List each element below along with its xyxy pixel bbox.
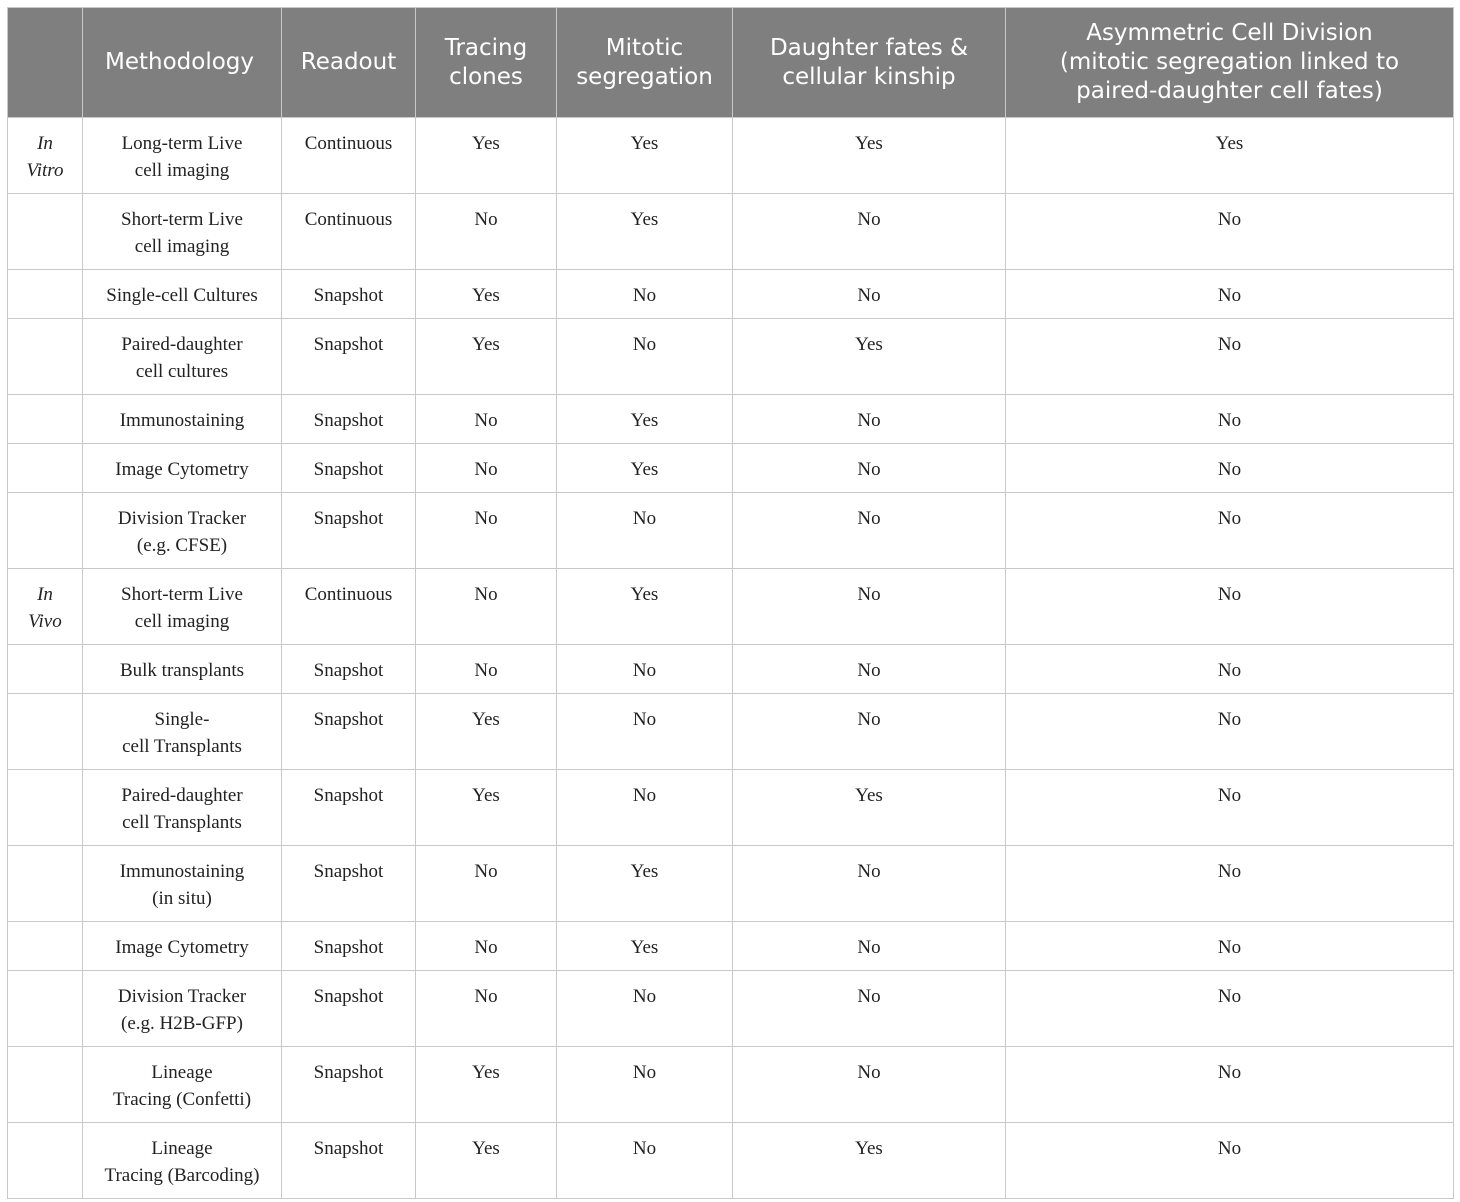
mitotic-segregation-cell: No (557, 270, 733, 319)
mitotic-segregation-cell: No (557, 770, 733, 846)
daughter-fates-cell: Yes (733, 118, 1006, 194)
environment-cell (8, 694, 83, 770)
methodology-cell: Single-cell Cultures (83, 270, 282, 319)
mitotic-segregation-cell: Yes (557, 846, 733, 922)
header-tracing-clones: Tracing clones (416, 8, 557, 118)
mitotic-segregation-cell: Yes (557, 922, 733, 971)
header-mitotic-segregation: Mitotic segregation (557, 8, 733, 118)
environment-cell (8, 1047, 83, 1123)
methodology-cell: Image Cytometry (83, 444, 282, 493)
daughter-fates-cell: No (733, 922, 1006, 971)
methodology-cell: Division Tracker (e.g. H2B-GFP) (83, 971, 282, 1047)
tracing-clones-cell: No (416, 444, 557, 493)
table-row (8, 846, 1454, 922)
tracing-clones-cell: No (416, 922, 557, 971)
header-readout: Readout (282, 8, 416, 118)
methodology-cell: Paired-daughter cell cultures (83, 319, 282, 395)
readout-cell: Continuous (282, 118, 416, 194)
mitotic-segregation-cell: No (557, 971, 733, 1047)
daughter-fates-cell: No (733, 694, 1006, 770)
daughter-fates-cell: No (733, 846, 1006, 922)
asymmetric-division-cell: No (1006, 319, 1454, 395)
mitotic-segregation-cell: Yes (557, 395, 733, 444)
table-row (8, 569, 1454, 645)
daughter-fates-cell: No (733, 395, 1006, 444)
methodology-comparison-table (7, 7, 1454, 1199)
asymmetric-division-cell: No (1006, 922, 1454, 971)
readout-cell: Snapshot (282, 846, 416, 922)
asymmetric-division-cell: No (1006, 1123, 1454, 1199)
table-row (8, 922, 1454, 971)
tracing-clones-cell: Yes (416, 319, 557, 395)
methodology-cell: Division Tracker (e.g. CFSE) (83, 493, 282, 569)
methodology-cell: Short-term Live cell imaging (83, 569, 282, 645)
mitotic-segregation-cell: Yes (557, 569, 733, 645)
readout-cell: Snapshot (282, 319, 416, 395)
environment-cell (8, 194, 83, 270)
mitotic-segregation-cell: No (557, 694, 733, 770)
tracing-clones-cell: Yes (416, 270, 557, 319)
environment-cell (8, 645, 83, 694)
methodology-cell: Lineage Tracing (Confetti) (83, 1047, 282, 1123)
environment-cell (8, 922, 83, 971)
environment-cell (8, 493, 83, 569)
tracing-clones-cell: No (416, 493, 557, 569)
asymmetric-division-cell: No (1006, 194, 1454, 270)
table-row (8, 444, 1454, 493)
tracing-clones-cell: Yes (416, 1123, 557, 1199)
readout-cell: Snapshot (282, 694, 416, 770)
table-row (8, 395, 1454, 444)
asymmetric-division-cell: No (1006, 270, 1454, 319)
readout-cell: Snapshot (282, 1047, 416, 1123)
asymmetric-division-cell: Yes (1006, 118, 1454, 194)
header-environment (8, 8, 83, 118)
methodology-cell: Single- cell Transplants (83, 694, 282, 770)
mitotic-segregation-cell: No (557, 645, 733, 694)
environment-cell (8, 395, 83, 444)
environment-cell (8, 846, 83, 922)
table-body (8, 118, 1454, 1199)
environment-cell: In Vivo (8, 569, 83, 645)
table-row (8, 1047, 1454, 1123)
daughter-fates-cell: No (733, 493, 1006, 569)
methodology-cell: Paired-daughter cell Transplants (83, 770, 282, 846)
daughter-fates-cell: No (733, 194, 1006, 270)
mitotic-segregation-cell: Yes (557, 118, 733, 194)
table-row (8, 118, 1454, 194)
table-row (8, 1123, 1454, 1199)
daughter-fates-cell: No (733, 645, 1006, 694)
methodology-cell: Lineage Tracing (Barcoding) (83, 1123, 282, 1199)
asymmetric-division-cell: No (1006, 1047, 1454, 1123)
mitotic-segregation-cell: No (557, 1123, 733, 1199)
daughter-fates-cell: Yes (733, 1123, 1006, 1199)
table-row (8, 645, 1454, 694)
environment-cell (8, 770, 83, 846)
table-row (8, 319, 1454, 395)
mitotic-segregation-cell: No (557, 319, 733, 395)
environment-cell: In Vitro (8, 118, 83, 194)
asymmetric-division-cell: No (1006, 694, 1454, 770)
mitotic-segregation-cell: Yes (557, 194, 733, 270)
mitotic-segregation-cell: No (557, 493, 733, 569)
daughter-fates-cell: No (733, 971, 1006, 1047)
header-daughter-fates: Daughter fates & cellular kinship (733, 8, 1006, 118)
daughter-fates-cell: No (733, 569, 1006, 645)
asymmetric-division-cell: No (1006, 645, 1454, 694)
tracing-clones-cell: No (416, 569, 557, 645)
daughter-fates-cell: No (733, 444, 1006, 493)
tracing-clones-cell: No (416, 645, 557, 694)
readout-cell: Continuous (282, 569, 416, 645)
readout-cell: Continuous (282, 194, 416, 270)
header-methodology: Methodology (83, 8, 282, 118)
methodology-cell: Image Cytometry (83, 922, 282, 971)
environment-cell (8, 971, 83, 1047)
table-row (8, 770, 1454, 846)
daughter-fates-cell: Yes (733, 770, 1006, 846)
table-row (8, 971, 1454, 1047)
table-row (8, 194, 1454, 270)
tracing-clones-cell: No (416, 194, 557, 270)
readout-cell: Snapshot (282, 270, 416, 319)
asymmetric-division-cell: No (1006, 770, 1454, 846)
readout-cell: Snapshot (282, 922, 416, 971)
methodology-cell: Bulk transplants (83, 645, 282, 694)
environment-cell (8, 270, 83, 319)
asymmetric-division-cell: No (1006, 971, 1454, 1047)
readout-cell: Snapshot (282, 645, 416, 694)
mitotic-segregation-cell: No (557, 1047, 733, 1123)
mitotic-segregation-cell: Yes (557, 444, 733, 493)
table-header-row (8, 8, 1454, 118)
tracing-clones-cell: No (416, 846, 557, 922)
methodology-cell: Long-term Live cell imaging (83, 118, 282, 194)
asymmetric-division-cell: No (1006, 444, 1454, 493)
tracing-clones-cell: Yes (416, 694, 557, 770)
readout-cell: Snapshot (282, 395, 416, 444)
asymmetric-division-cell: No (1006, 846, 1454, 922)
readout-cell: Snapshot (282, 493, 416, 569)
daughter-fates-cell: No (733, 270, 1006, 319)
readout-cell: Snapshot (282, 770, 416, 846)
methodology-cell: Short-term Live cell imaging (83, 194, 282, 270)
daughter-fates-cell: No (733, 1047, 1006, 1123)
table-row (8, 270, 1454, 319)
daughter-fates-cell: Yes (733, 319, 1006, 395)
asymmetric-division-cell: No (1006, 493, 1454, 569)
tracing-clones-cell: No (416, 395, 557, 444)
methodology-table-container (7, 7, 1453, 1199)
methodology-cell: Immunostaining (in situ) (83, 846, 282, 922)
tracing-clones-cell: Yes (416, 1047, 557, 1123)
environment-cell (8, 319, 83, 395)
table-row (8, 694, 1454, 770)
readout-cell: Snapshot (282, 971, 416, 1047)
header-asymmetric-cell-division: Asymmetric Cell Division (mitotic segregation linked to paired-daughter cell fates) (1006, 8, 1454, 118)
tracing-clones-cell: Yes (416, 118, 557, 194)
methodology-cell: Immunostaining (83, 395, 282, 444)
tracing-clones-cell: Yes (416, 770, 557, 846)
readout-cell: Snapshot (282, 1123, 416, 1199)
asymmetric-division-cell: No (1006, 395, 1454, 444)
table-row (8, 493, 1454, 569)
readout-cell: Snapshot (282, 444, 416, 493)
asymmetric-division-cell: No (1006, 569, 1454, 645)
tracing-clones-cell: No (416, 971, 557, 1047)
environment-cell (8, 1123, 83, 1199)
environment-cell (8, 444, 83, 493)
